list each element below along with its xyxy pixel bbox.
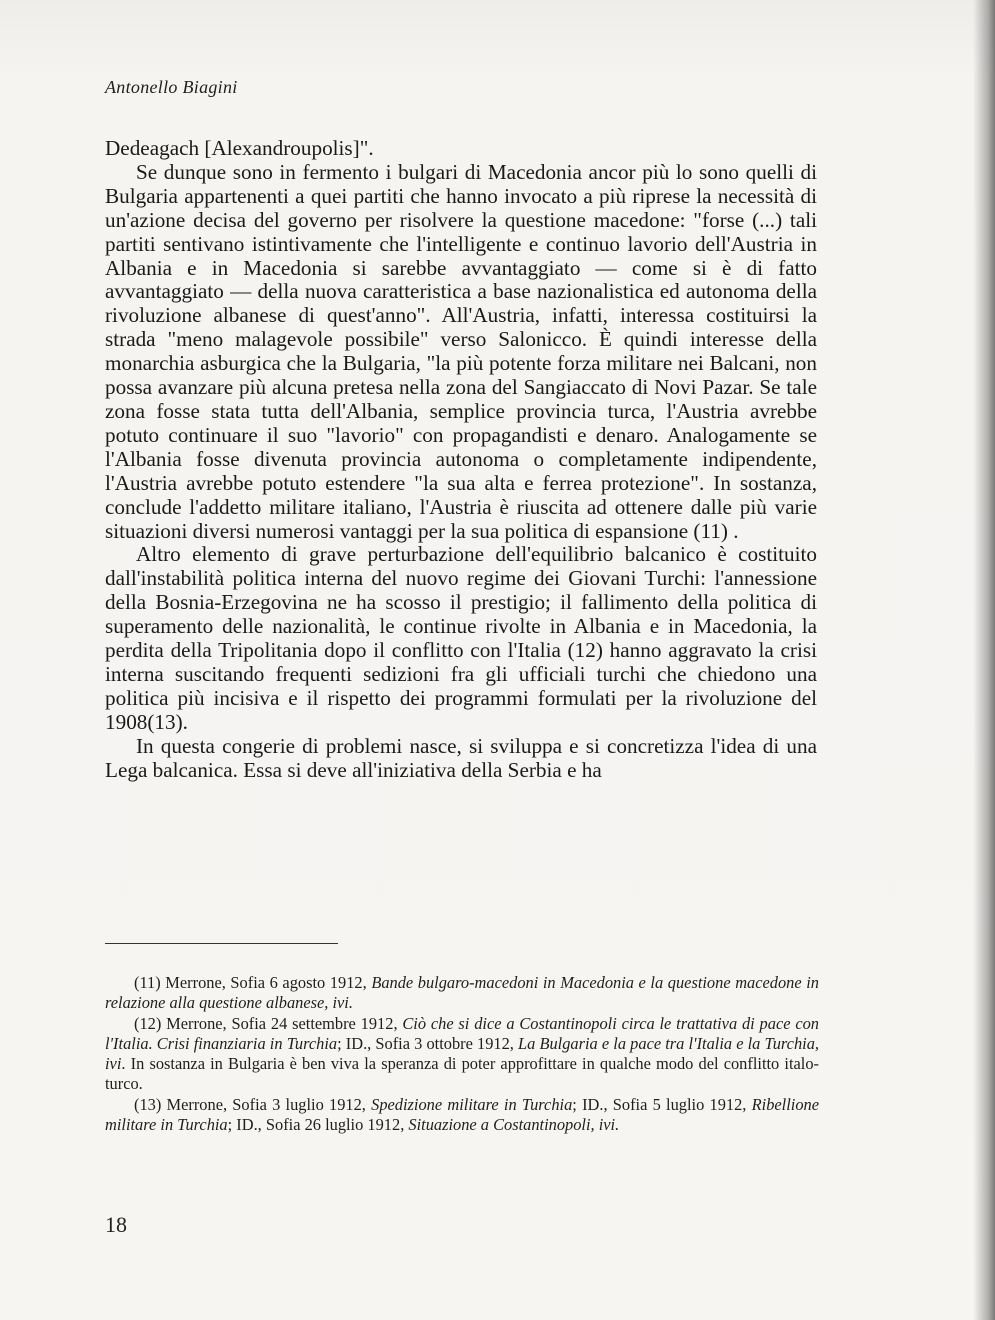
footnote-text: (12) Merrone, Sofia 24 settembre 1912, (134, 1013, 403, 1033)
footnote-title: Bande bulgaro-macedoni in Macedonia e la questione macedone in relazione alla questione albanese, ivi. (105, 973, 819, 1013)
body-text (105, 137, 817, 782)
footnote-11 (105, 973, 819, 1014)
footnote-12 (105, 1014, 819, 1095)
footnote-text: ; ID., Sofia 3 ottobre 1912, (337, 1033, 519, 1053)
footnotes (105, 973, 819, 1135)
footnote-separator (105, 943, 338, 944)
footnote-title: La Bulgaria e la pace tra l'Italia e la Turchia, ivi (105, 1033, 819, 1074)
footnote-title: Situazione a Costantinopoli, ivi. (408, 1115, 620, 1135)
footnote-text: ; ID., Sofia 26 luglio 1912, (227, 1115, 409, 1135)
paragraph-continuation: Dedeagach [Alexandroupolis]". (105, 136, 374, 160)
paragraph: In questa congerie di problemi nasce, si sviluppa e si concretizza l'idea di una Lega balcanica. Essa si deve all'iniziativa della Serbia e ha (105, 733, 817, 782)
footnote-title: Ribellione militare in Turchia (105, 1094, 819, 1135)
footnote-text: (13) Merrone, Sofia 3 luglio 1912, (134, 1094, 372, 1114)
page-number: 18 (105, 1212, 127, 1237)
footnote-text: . In sostanza in Bulgaria è ben viva la speranza di poter approfittare in qualche modo del conflitto italo-turco. (105, 1054, 819, 1094)
paragraph: Se dunque sono in fermento i bulgari di Macedonia ancor più lo sono quelli di Bulgaria appartenenti a quei partiti che hanno invocato a più riprese la necessità di un'azione decisa del governo per risolvere la questione macedone: "forse (...) tali partiti sentivano istintivamente che l'intelligente e continuo lavorio dell'Austria in Albania e in Macedonia si sarebbe avvantaggiato — come si è di fatto avvantaggiato — della nuova caratteristica a base nazionalistica ed autonoma della rivoluzione albanese di quest'anno". All'Austria, infatti, interessa costituirsi la strada "meno malagevole possibile" verso Salonicco. È quindi interesse della monarchia asburgica che la Bulgaria, "la più potente forza militare nei Balcani, non possa avanzare più alcuna pretesa nella zona del Sangiaccato di Novi Pazar. Se tale zona fosse stata tutta dell'Albania, semplice provincia turca, l'Austria avrebbe potuto continuare il suo "lavorio" con propagandisti e denaro. Analogamente se l'Albania fosse divenuta provincia autonoma o completamente indipendente, l'Austria avrebbe potuto estendere "la sua alta e ferrea protezione". In sostanza, conclude l'addetto militare italiano, l'Austria è riuscita ad ottenere dalle più varie situazioni diversi numerosi vantaggi per la sua politica di espansione (11) . (105, 159, 817, 543)
page-binding-shadow (973, 0, 995, 1320)
footnote-title: Ciò che si dice a Costantinopoli circa le trattativa di pace con l'Italia. Crisi finanziaria in Turchia (105, 1013, 819, 1053)
paragraph: Altro elemento di grave perturbazione dell'equilibrio balcanico è costituito dall'instabilità politica interna del nuovo regime dei Giovani Turchi: l'annessione della Bosnia-Erzegovina ne ha scosso il prestigio; il fallimento della politica di superamento delle nazionalità, le continue rivolte in Albania e in Macedonia, la perdita della Tripolitania dopo il conflitto con l'Italia (12) hanno aggravato la crisi interna suscitando frequenti sedizioni fra gli ufficiali turchi che chiedono una politica più incisiva e il rispetto dei programmi formulati per la rivoluzione del 1908(13). (105, 542, 817, 734)
footnote-13 (105, 1095, 819, 1136)
footnote-text: ; ID., Sofia 5 luglio 1912, (572, 1094, 752, 1114)
running-head: Antonello Biagini (105, 77, 238, 97)
footnote-text: (11) Merrone, Sofia 6 agosto 1912, (134, 973, 372, 992)
footnote-title: Spedizione militare in Turchia (371, 1094, 573, 1114)
